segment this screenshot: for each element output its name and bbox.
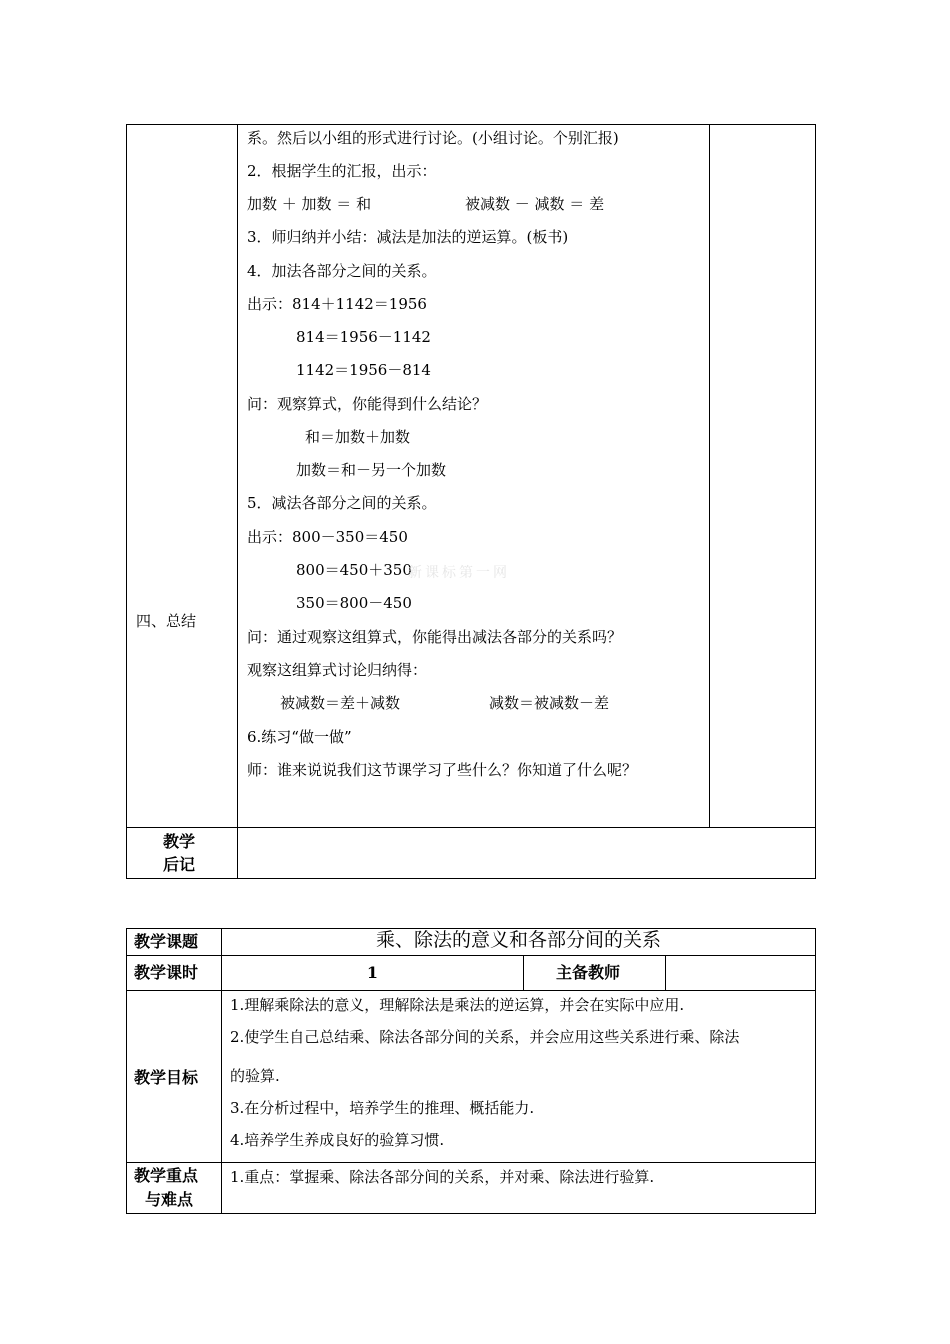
content-line: 3．师归纳并小结：减法是加法的逆运算。(板书) (247, 228, 569, 246)
zhongdian-label: 教学重点 (134, 1166, 199, 1185)
keshi-label: 教学课时 (134, 963, 199, 982)
table-border (126, 928, 127, 1214)
table-border (126, 124, 816, 125)
mubiao-line: 4.培养学生养成良好的验算习惯. (230, 1131, 445, 1149)
table-border (523, 955, 524, 991)
content-line: 350＝800－450 (296, 594, 412, 612)
content-line: 2．根据学生的汇报，出示： (247, 162, 437, 180)
content-line: 师：谁来说说我们这节课学习了些什么？你知道了什么呢？ (247, 761, 638, 779)
content-line: 被减数 － 减数 ＝ 差 (465, 195, 605, 213)
mubiao-line: 的验算. (230, 1067, 280, 1085)
content-line: 出示：814＋1142＝1956 (247, 295, 427, 313)
table-border (126, 124, 127, 879)
table-border (815, 124, 816, 879)
table-border (126, 955, 816, 956)
content-line: 加数 ＋ 加数 ＝ 和 (247, 195, 372, 213)
content-line: 减数＝被减数－差 (489, 694, 610, 712)
table-border (709, 124, 710, 828)
table-border (126, 1162, 816, 1163)
content-line: 出示：800－350＝450 (247, 528, 408, 546)
keti-label: 教学课题 (134, 932, 199, 951)
content-line: 和＝加数＋加数 (305, 428, 411, 446)
content-line: 被减数＝差＋减数 (280, 694, 401, 712)
content-line: 814＝1956－1142 (296, 328, 431, 346)
houji-label: 教学 (163, 832, 196, 851)
zhongdian-label: 与难点 (145, 1190, 194, 1209)
keshi-value: 1 (366, 963, 379, 982)
keti-value: 乘、除法的意义和各部分间的关系 (375, 929, 661, 951)
table-border (126, 1213, 816, 1214)
table-border (126, 827, 816, 828)
mubiao-line: 1.理解乘除法的意义，理解除法是乘法的逆运算，并会在实际中应用. (230, 996, 685, 1014)
content-line: 1142＝1956－814 (296, 361, 431, 379)
content-line: 问：通过观察这组算式，你能得出减法各部分的关系吗？ (247, 628, 623, 646)
zhongdian-line: 1.重点：掌握乘、除法各部分间的关系，并对乘、除法进行验算. (230, 1168, 655, 1186)
table-border (815, 928, 816, 1214)
table-border (665, 955, 666, 991)
table-border (126, 878, 816, 879)
mubiao-line: 2.使学生自己总结乘、除法各部分间的关系，并会应用这些关系进行乘、除法 (230, 1028, 740, 1046)
content-line: 问：观察算式，你能得到什么结论？ (247, 395, 488, 413)
row-label: 四、总结 (136, 612, 197, 630)
content-line: 4．加法各部分之间的关系。 (247, 262, 437, 280)
houji-label: 后记 (163, 855, 196, 874)
table-border (237, 124, 238, 879)
watermark: 新课标第一网 (408, 565, 510, 581)
mubiao-label: 教学目标 (134, 1068, 199, 1087)
mubiao-line: 3.在分析过程中，培养学生的推理、概括能力. (230, 1099, 535, 1117)
content-line: 6.练习“做一做” (247, 728, 352, 746)
table-border (126, 990, 816, 991)
content-line: 800＝450＋350 (296, 561, 412, 579)
content-line: 系。然后以小组的形式进行讨论。(小组讨论。个别汇报) (247, 129, 619, 147)
content-line: 观察这组算式讨论归纳得： (247, 661, 428, 679)
content-line: 5．减法各部分之间的关系。 (247, 494, 437, 512)
content-line: 加数＝和－另一个加数 (296, 461, 447, 479)
zhubei-label: 主备教师 (556, 963, 621, 982)
